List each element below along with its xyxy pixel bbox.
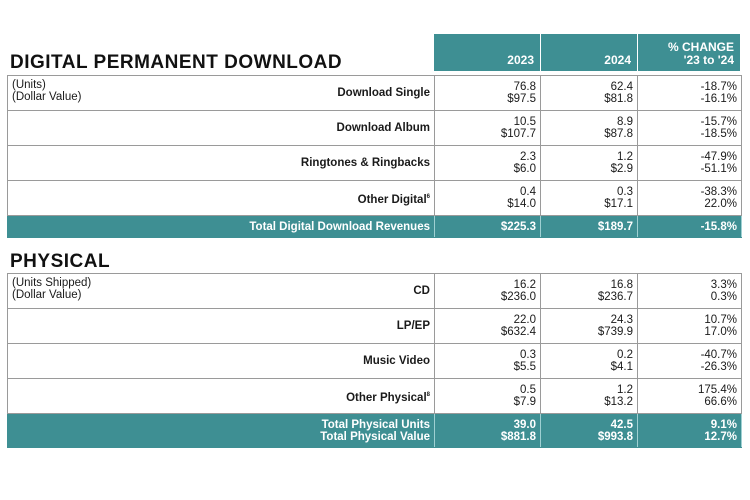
table-row: [8, 309, 742, 344]
header-2023: [434, 34, 540, 71]
header-pct-label: [668, 41, 734, 67]
value-pct: -15.7% -18.5%: [638, 111, 742, 146]
row-label: Ringtones & Ringbacks: [300, 157, 430, 169]
row-label-cell: [8, 181, 435, 216]
row-label: Download Album: [336, 122, 430, 134]
row-label: Other Physical$^8$: [346, 391, 430, 404]
total-pct: -15.8%: [638, 216, 742, 238]
units-note-line: (Units Shipped): [12, 277, 92, 289]
header-pct-change: [638, 34, 740, 71]
total-pct: 9.1% 12.7%: [638, 414, 742, 448]
value-pct: 175.4% 66.6%: [638, 379, 742, 414]
row-label: LP/EP: [396, 320, 430, 332]
pct-line-1: % CHANGE: [667, 40, 734, 54]
digital-section-title: DIGITAL PERMANENT DOWNLOAD: [10, 52, 343, 73]
value-pct: 10.7% 17.0%: [638, 309, 742, 344]
row-label-cell: [8, 146, 435, 181]
value-note-line: (Dollar Value): [12, 91, 82, 103]
value-2023: 0.3 $5.5: [435, 344, 541, 379]
units-note: [12, 79, 81, 103]
value-pct: -38.3% 22.0%: [638, 181, 742, 216]
value-2024: 16.8 $236.7: [541, 274, 638, 309]
physical-table: [7, 273, 742, 448]
value-2024: 1.2 $13.2: [541, 379, 638, 414]
total-label-cell: [8, 414, 435, 448]
value-note-line: (Dollar Value): [12, 289, 82, 301]
row-label-cell: [8, 274, 435, 309]
footnote-marker: 8: [426, 391, 430, 398]
table-row: [8, 181, 742, 216]
value-2024: 1.2 $2.9: [541, 146, 638, 181]
table-row: [8, 274, 742, 309]
physical-section-title: PHYSICAL: [10, 251, 111, 272]
total-2023: $225.3: [435, 216, 541, 238]
total-2024: 42.5 $993.8: [541, 414, 638, 448]
total-label: Total Physical Units Total Physical Value: [320, 418, 430, 443]
value-pct: -47.9% -51.1%: [638, 146, 742, 181]
total-row: [8, 216, 742, 238]
value-pct: 3.3% 0.3%: [638, 274, 742, 309]
table-row: [8, 146, 742, 181]
total-row: [8, 414, 742, 448]
row-label-cell: [8, 379, 435, 414]
value-2023: 76.8 $97.5: [435, 76, 541, 111]
value-2024: 24.3 $739.9: [541, 309, 638, 344]
value-2023: 22.0 $632.4: [435, 309, 541, 344]
row-label: Download Single: [337, 87, 430, 99]
total-2024: $189.7: [541, 216, 638, 238]
total-label-cell: [8, 216, 435, 238]
header-2024: [541, 34, 637, 71]
pct-line-2: '23 to '24: [683, 53, 734, 67]
value-2023: 2.3 $6.0: [435, 146, 541, 181]
value-2024: 8.9 $87.8: [541, 111, 638, 146]
value-2023: 0.5 $7.9: [435, 379, 541, 414]
value-2024: 62.4 $81.8: [541, 76, 638, 111]
table-row: [8, 344, 742, 379]
table-row: [8, 111, 742, 146]
value-2023: 10.5 $107.7: [435, 111, 541, 146]
footnote-marker: 6: [426, 193, 430, 200]
units-note: [12, 277, 91, 301]
table-row: [8, 379, 742, 414]
value-pct: -40.7% -26.3%: [638, 344, 742, 379]
value-2023: 16.2 $236.0: [435, 274, 541, 309]
value-2023: 0.4 $14.0: [435, 181, 541, 216]
value-pct: -18.7% -16.1%: [638, 76, 742, 111]
units-note-line: (Units): [12, 79, 46, 91]
value-2024: 0.2 $4.1: [541, 344, 638, 379]
row-label: Other Digital$^6$: [357, 193, 430, 206]
row-label-cell: [8, 344, 435, 379]
digital-table: [7, 75, 742, 238]
header-2024-label: 2024: [604, 53, 631, 67]
row-label-cell: [8, 309, 435, 344]
total-label: Total Digital Download Revenues: [249, 220, 430, 233]
header-2023-label: 2023: [507, 53, 534, 67]
row-label: Music Video: [363, 355, 430, 367]
total-2023: 39.0 $881.8: [435, 414, 541, 448]
row-label-cell: [8, 76, 435, 111]
row-label: CD: [413, 285, 430, 297]
value-2024: 0.3 $17.1: [541, 181, 638, 216]
table-row: [8, 76, 742, 111]
row-label-cell: [8, 111, 435, 146]
